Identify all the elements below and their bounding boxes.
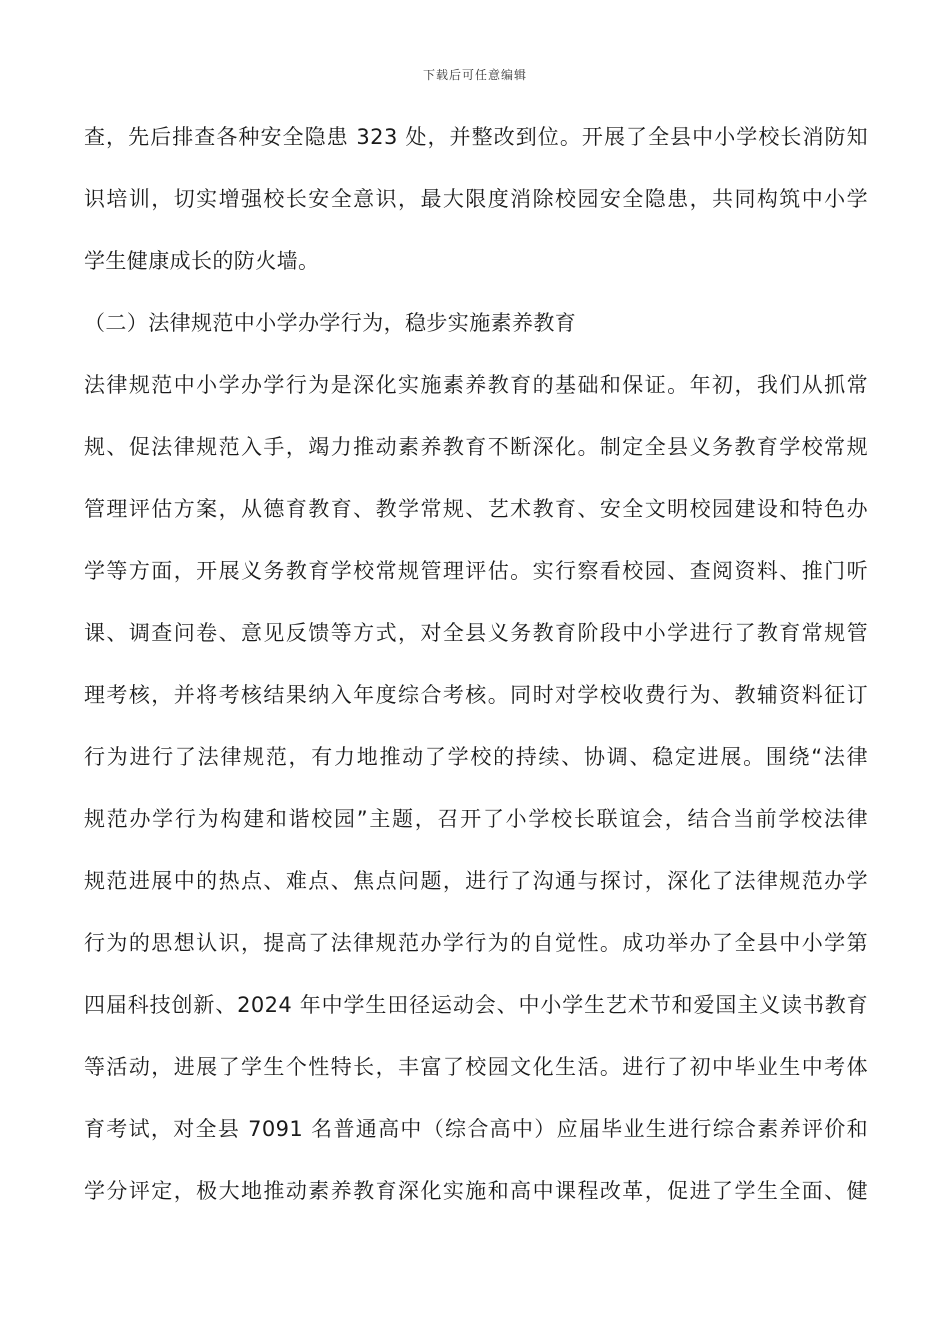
paragraph-line: 等活动，进展了学生个性特长，丰富了校园文化生活。进行了初中毕业生中考体 — [84, 1055, 868, 1079]
paragraph-line: 育考试，对全县 7091 名普通高中（综合高中）应届毕业生进行综合素养评价和 — [84, 1117, 868, 1141]
document-body — [84, 113, 868, 1229]
paragraph-line: 规、促法律规范入手，竭力推动素养教育不断深化。制定全县义务教育学校常规 — [84, 435, 868, 459]
section-heading: （二）法律规范中小学办学行为，稳步实施素养教育 — [84, 311, 577, 335]
paragraph-line: 识培训，切实增强校长安全意识，最大限度消除校园安全隐患，共同构筑中小学 — [84, 187, 868, 211]
paragraph-line: 规范进展中的热点、难点、焦点问题，进行了沟通与探讨，深化了法律规范办学 — [84, 869, 868, 893]
paragraph-line: 理考核，并将考核结果纳入年度综合考核。同时对学校收费行为、教辅资料征订 — [84, 683, 868, 707]
paragraph-line: 四届科技创新、2024 年中学生田径运动会、中小学生艺术节和爱国主义读书教育 — [84, 993, 868, 1017]
paragraph-line: 行为的思想认识，提高了法律规范办学行为的自觉性。成功举办了全县中小学第 — [84, 931, 868, 955]
paragraph-line: 查，先后排查各种安全隐患 323 处，并整改到位。开展了全县中小学校长消防知 — [84, 125, 868, 149]
paragraph-line: 学生健康成长的防火墙。 — [84, 249, 320, 273]
download-note: 下载后可任意编辑 — [422, 68, 527, 82]
paragraph-line: 学分评定，极大地推动素养教育深化实施和高中课程改革，促进了学生全面、健 — [84, 1179, 868, 1203]
paragraph-line: 法律规范中小学办学行为是深化实施素养教育的基础和保证。年初，我们从抓常 — [84, 373, 868, 397]
paragraph-line: 行为进行了法律规范，有力地推动了学校的持续、协调、稳定进展。围绕“法律 — [84, 745, 868, 769]
paragraph-line: 管理评估方案，从德育教育、教学常规、艺术教育、安全文明校园建设和特色办 — [84, 497, 868, 521]
paragraph-line: 课、调查问卷、意见反馈等方式，对全县义务教育阶段中小学进行了教育常规管 — [84, 621, 868, 645]
paragraph-line: 规范办学行为构建和谐校园”主题，召开了小学校长联谊会，结合当前学校法律 — [84, 807, 868, 831]
paragraph-line: 学等方面，开展义务教育学校常规管理评估。实行察看校园、查阅资料、推门听 — [84, 559, 868, 583]
